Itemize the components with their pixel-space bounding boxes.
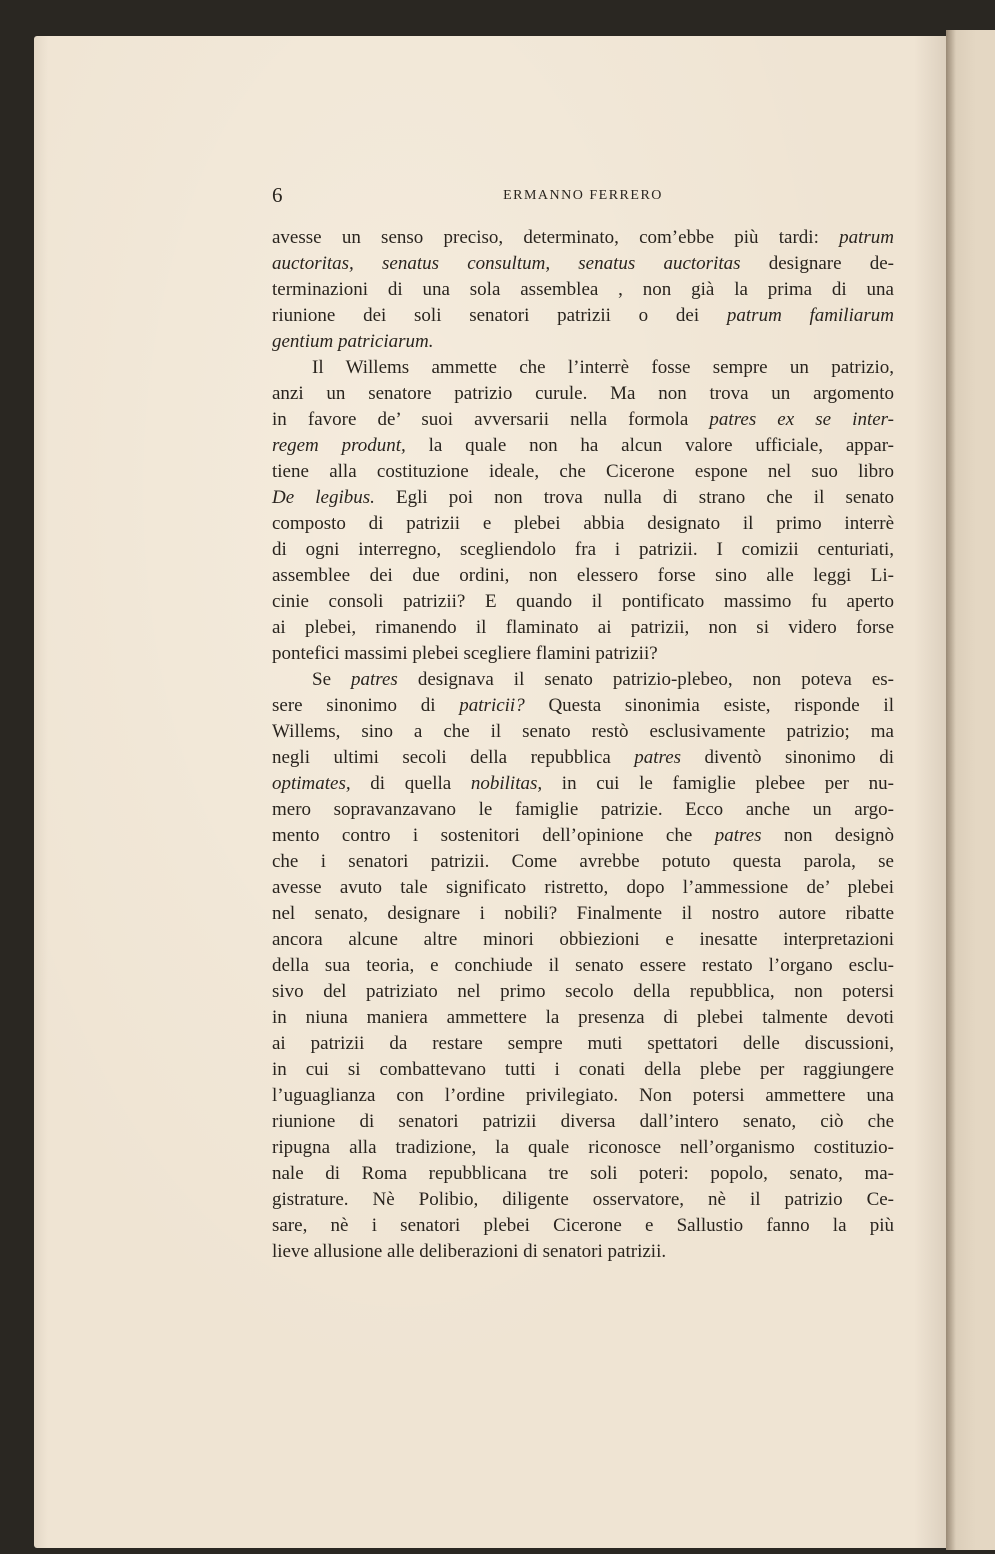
text-segment: ai patrizii da restare sempre muti spettatori delle discussioni, — [272, 1033, 894, 1054]
text-line — [272, 1031, 894, 1057]
text-line — [272, 1161, 894, 1187]
text-line — [272, 693, 894, 719]
text-segment: in niuna maniera ammettere la presenza di plebei talmente devoti — [272, 1007, 894, 1028]
text-line — [272, 225, 894, 251]
text-segment: Questa sinonimia esiste, risponde il — [524, 695, 894, 716]
text-segment: mento contro i sostenitori dell’opinione che — [272, 825, 715, 846]
text-line — [272, 511, 894, 537]
text-segment: negli ultimi secoli della repubblica — [272, 747, 635, 768]
text-line — [272, 1135, 894, 1161]
latin-term: patres — [714, 825, 762, 846]
latin-term: patres — [634, 747, 682, 768]
text-segment: designare de- — [740, 253, 894, 274]
text-line — [272, 745, 894, 771]
text-line — [272, 1083, 894, 1109]
text-line — [272, 303, 894, 329]
text-line — [272, 1187, 894, 1213]
text-line — [272, 849, 894, 875]
latin-term: gentium patriciarum. — [272, 331, 434, 352]
text-segment: ripugna alla tradizione, la quale riconosce nell’organismo costituzio- — [272, 1137, 894, 1158]
text-line — [272, 251, 894, 277]
text-line — [272, 667, 894, 693]
text-line — [272, 823, 894, 849]
text-line — [272, 771, 894, 797]
text-segment: cinie consoli patrizii? E quando il pontificato massimo fu aperto — [272, 591, 894, 612]
text-line — [272, 589, 894, 615]
text-segment: Il Willems ammette che l’interrè fosse sempre un patrizio, — [312, 357, 894, 378]
text-line — [272, 433, 894, 459]
text-segment: avesse avuto tale significato ristretto, dopo l’ammessione de’ plebei — [272, 877, 894, 898]
body-text — [272, 225, 894, 1265]
latin-term: patrum familiarum — [726, 305, 894, 326]
text-segment: in cui le famiglie plebee per nu- — [542, 773, 894, 794]
text-segment: diventò sinonimo di — [681, 747, 895, 768]
text-segment: anzi un senatore patrizio curule. Ma non trova un argomento — [272, 383, 894, 404]
text-segment: pontefici massimi plebei scegliere flamini patrizii? — [272, 643, 658, 664]
latin-term: auctoritas, senatus consultum, senatus auctoritas — [272, 253, 741, 274]
text-segment: Willems, sino a che il senato restò esclusivamente patrizio; ma — [272, 721, 894, 742]
text-line — [272, 1239, 894, 1265]
text-line — [272, 1005, 894, 1031]
text-line — [272, 615, 894, 641]
text-line — [272, 563, 894, 589]
latin-term: regem produnt, — [272, 435, 406, 456]
text-segment: gistrature. Nè Polibio, diligente osservatore, nè il patrizio Ce- — [272, 1189, 894, 1210]
text-segment: mero sopravanzavano le famiglie patrizie. Ecco anche un argo- — [272, 799, 894, 820]
text-segment: riunione di senatori patrizii diversa dall’intero senato, ciò che — [272, 1111, 894, 1132]
running-head-author: ERMANNO FERRERO — [503, 188, 663, 203]
text-segment: la quale non ha alcun valore ufficiale, appar- — [405, 435, 895, 456]
text-segment: in favore de’ suoi avversarii nella formola — [272, 409, 710, 430]
text-line — [272, 459, 894, 485]
text-segment: assemblee dei due ordini, non elessero forse sino alle leggi Li- — [272, 565, 894, 586]
text-line — [272, 979, 894, 1005]
text-line — [272, 485, 894, 511]
text-line — [272, 1213, 894, 1239]
latin-term: patrum — [839, 227, 894, 248]
text-line — [272, 875, 894, 901]
text-line — [272, 277, 894, 303]
text-segment: l’uguaglianza con l’ordine privilegiato. Non potersi ammettere una — [272, 1085, 894, 1106]
text-segment: in cui si combattevano tutti i conati della plebe per raggiungere — [272, 1059, 894, 1080]
text-line — [272, 953, 894, 979]
text-line — [272, 537, 894, 563]
page-number: 6 — [272, 183, 283, 207]
text-line — [272, 797, 894, 823]
text-segment: che i senatori patrizii. Come avrebbe potuto questa parola, se — [272, 851, 894, 872]
text-segment: designava il senato patrizio-plebeo, non poteva es- — [397, 669, 895, 690]
text-line — [272, 641, 894, 667]
text-line — [272, 355, 894, 381]
latin-term: patres — [351, 669, 398, 690]
latin-term: nobilitas, — [470, 773, 543, 794]
text-segment: ancora alcune altre minori obbiezioni e inesatte interpretazioni — [272, 929, 894, 950]
text-segment: della sua teoria, e conchiude il senato essere restato l’organo esclu- — [272, 955, 894, 976]
running-head — [272, 180, 894, 210]
text-segment: avesse un senso preciso, determinato, com’ebbe più tardi: — [272, 227, 840, 248]
text-segment: nale di Roma repubblicana tre soli poteri: popolo, senato, ma- — [272, 1163, 894, 1184]
text-line — [272, 1057, 894, 1083]
text-line — [272, 719, 894, 745]
text-line — [272, 901, 894, 927]
text-segment: nel senato, designare i nobili? Finalmente il nostro autore ribatte — [272, 903, 894, 924]
text-segment: riunione dei soli senatori patrizii o dei — [272, 305, 727, 326]
text-line — [272, 407, 894, 433]
text-segment: di quella — [350, 773, 471, 794]
latin-term: patres ex se inter- — [709, 409, 895, 430]
text-segment: tiene alla costituzione ideale, che Cicerone espone nel suo libro — [272, 461, 894, 482]
text-segment: composto di patrizii e plebei abbia designato il primo interrè — [272, 513, 894, 534]
text-segment: sare, nè i senatori plebei Cicerone e Sallustio fanno la più — [272, 1215, 894, 1236]
text-segment: ai plebei, rimanendo il flaminato ai patrizii, non si videro forse — [272, 617, 894, 638]
text-segment: terminazioni di una sola assemblea , non già la prima di una — [272, 279, 894, 300]
text-segment: sivo del patriziato nel primo secolo della repubblica, non potersi — [272, 981, 894, 1002]
text-segment: Se — [312, 669, 352, 690]
latin-term: optimates, — [272, 773, 351, 794]
text-segment: Egli poi non trova nulla di strano che il senato — [374, 487, 894, 508]
text-line — [272, 927, 894, 953]
text-segment: sere sinonimo di — [272, 695, 460, 716]
next-page-edge — [946, 30, 995, 1550]
text-line — [272, 381, 894, 407]
text-segment: di ogni interregno, scegliendolo fra i patrizii. I comizii centuriati, — [272, 539, 894, 560]
text-segment: non designò — [761, 825, 894, 846]
text-segment: lieve allusione alle deliberazioni di senatori patrizii. — [272, 1241, 667, 1262]
text-line — [272, 329, 894, 355]
latin-term: De legibus. — [272, 487, 375, 508]
text-line — [272, 1109, 894, 1135]
latin-term: patricii? — [459, 695, 525, 716]
